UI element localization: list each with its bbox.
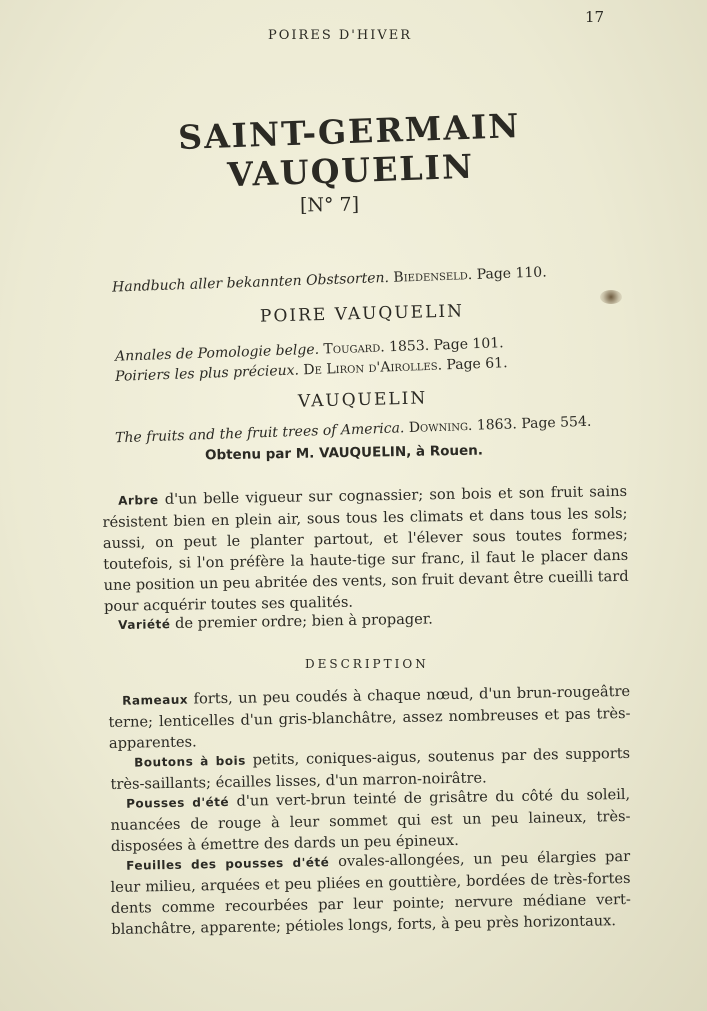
synonym-ref-1-author: Biedenseld. <box>393 267 473 286</box>
synonym-ref-3-title: Poiriers les plus précieux. <box>114 362 300 385</box>
description-pousses-lead: Pousses d'été <box>126 794 230 811</box>
description-boutons-lead: Boutons à bois <box>134 753 246 770</box>
variety-number: [N° 7] <box>299 193 360 217</box>
running-head: POIRES D'HIVER <box>268 28 412 43</box>
paragraph-variete-lead: Variété <box>118 617 171 632</box>
synonym-ref-4-author: Downing. <box>408 417 473 437</box>
synonym-ref-1-page: Page 110. <box>476 264 547 283</box>
synonym-ref-4-page: 1863. Page 554. <box>476 413 592 434</box>
synonym-ref-1-title: Handbuch aller bekannten Obstsorten. <box>111 269 390 296</box>
description-feuilles-lead: Feuilles des pousses d'été <box>126 855 330 873</box>
description-feuilles-text: ovales-allongées, un peu élargies par leur milieu, arquées et peu pliées en gouttière, bordées de très-fortes dents comme recourbées par leur pointe; nervure médiane vert-blanchâtre, apparente; pétioles longs, forts, à peu près horizontaux. <box>110 847 632 938</box>
synonym-ref-3-author: De Liron d'Airolles. <box>303 357 443 379</box>
synonym-ref-4-title: The fruits and the fruit trees of America. <box>114 420 405 447</box>
synonym-ref-4 <box>115 414 592 447</box>
description-pousses-text: d'un vert-brun teinté de grisâtre du côté du soleil, nuancées de rouge à leur sommet qui est un peu laineux, très-disposées à émettre des dards un peu épineux. <box>110 785 631 855</box>
description-heading: DESCRIPTION <box>305 657 429 671</box>
synonym-ref-1 <box>112 264 547 295</box>
synonym-ref-2-title: Annales de Pomologie belge. <box>114 341 320 365</box>
synonym-ref-2-page: 1853. Page 101. <box>388 335 504 356</box>
description-rameaux-text: forts, un peu coudés à chaque nœud, d'un brun-rougeâtre terne; lenticelles d'un gris-blanchâtre, assez nombreuses et pas très-apparentes. <box>108 682 631 752</box>
description-boutons-text: petits, coniques-aigus, soutenus par des supports très-saillants; écailles lisses, d'un marron-noirâtre. <box>110 744 631 793</box>
paper-stain <box>600 290 622 304</box>
synonym-ref-2-author: Tougard. <box>323 339 385 358</box>
paragraph-arbre <box>102 481 629 617</box>
synonym-ref-3-page: Page 61. <box>446 355 508 374</box>
page-number: 17 <box>585 8 605 26</box>
heading-poire-vauquelin: POIRE VAUQUELIN <box>259 301 465 327</box>
obtainer-line: Obtenu par M. VAUQUELIN, à Rouen. <box>204 442 484 464</box>
paragraph-variete-text: de premier ordre; bien à propager. <box>174 610 433 633</box>
description-feuilles <box>110 846 631 940</box>
description-rameaux <box>108 681 631 754</box>
description-rameaux-lead: Rameaux <box>122 692 189 708</box>
paragraph-arbre-lead: Arbre <box>118 493 159 508</box>
heading-vauquelin: VAUQUELIN <box>297 388 428 412</box>
page-title: SAINT-GERMAIN VAUQUELIN <box>177 106 522 195</box>
description-pousses <box>110 784 631 857</box>
paragraph-arbre-text: d'un belle vigueur sur cognassier; son bois et son fruit sains résistent bien en plein air, sous tous les climats et dans tous les sols; aussi, on peut le planter partout, et l'élever sous toutes formes; toutefois, si l'on préfère la haute-tige sur franc, il faut le placer dans une position un peu abritée des vents, son fruit devant être cueilli tard pour acquérir toutes ses qualités. <box>102 482 629 615</box>
